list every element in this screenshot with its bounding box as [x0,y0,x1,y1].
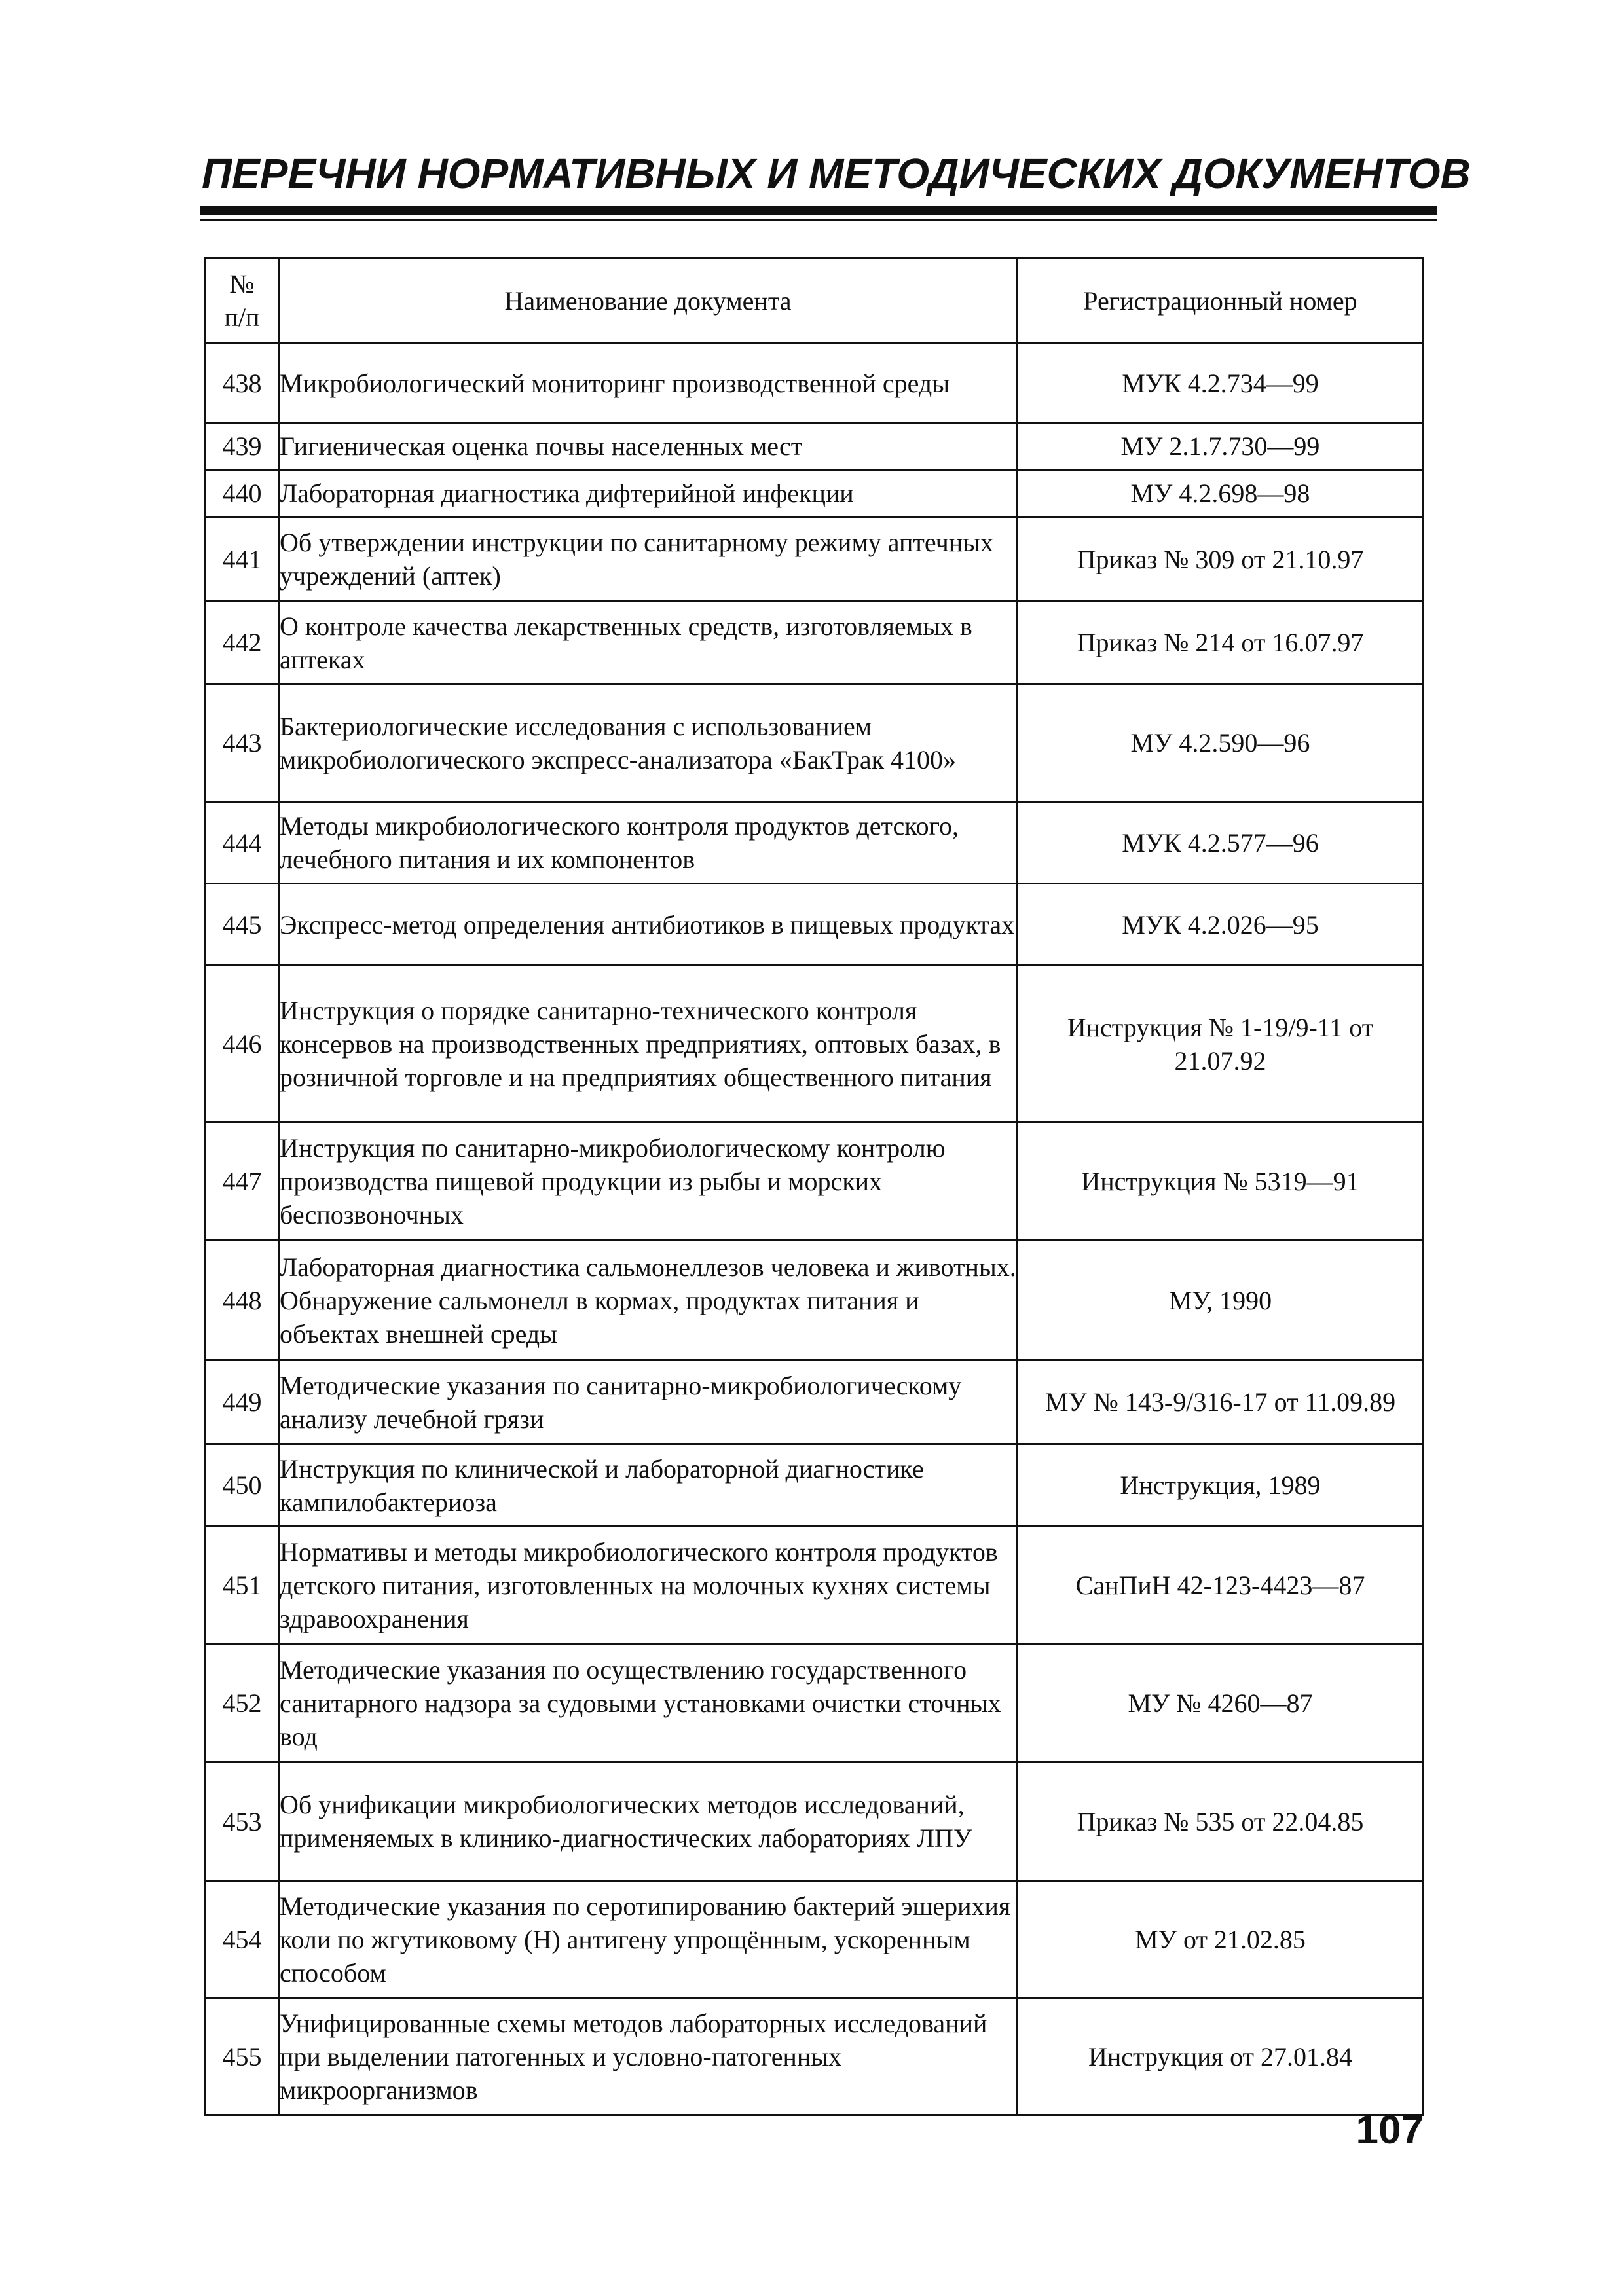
row-registration-number: МУ от 21.02.85 [1018,1881,1424,1999]
column-header-number-line2: п/п [224,302,260,332]
row-number: 452 [206,1645,279,1762]
row-registration-number: Приказ № 535 от 22.04.85 [1018,1762,1424,1881]
row-number: 440 [206,470,279,517]
row-number: 447 [206,1123,279,1241]
row-number: 454 [206,1881,279,1999]
row-number: 455 [206,1999,279,2115]
table-row [206,884,1424,966]
row-document-name: Гигиеническая оценка почвы населенных мест [279,423,1018,470]
row-document-name: Методические указания по осуществлению государственного санитарного надзора за судовыми установками очистки сточных вод [279,1645,1018,1762]
page-header-title: ПЕРЕЧНИ НОРМАТИВНЫХ И МЕТОДИЧЕСКИХ ДОКУМЕНТОВ [202,150,1471,197]
row-number: 442 [206,602,279,684]
table-row [206,602,1424,684]
row-registration-number: Инструкция от 27.01.84 [1018,1999,1424,2115]
row-registration-number: МУ 4.2.590—96 [1018,684,1424,802]
table-row [206,802,1424,884]
table-row [206,1527,1424,1645]
column-header-registration: Регистрационный номер [1018,258,1424,344]
table-row [206,1360,1424,1444]
table-row [206,344,1424,423]
table-row [206,423,1424,470]
page-number: 107 [1356,2107,1424,2153]
table-row [206,1123,1424,1241]
row-registration-number: МУ 2.1.7.730—99 [1018,423,1424,470]
table-row [206,684,1424,802]
row-number: 439 [206,423,279,470]
row-document-name: Инструкция о порядке санитарно-технического контроля консервов на производственных предприятиях, оптовых базах, в розничной торговле и на предприятиях общественного питания [279,966,1018,1123]
row-number: 438 [206,344,279,423]
column-header-number-line1: № [229,269,255,299]
row-document-name: Методические указания по санитарно-микробиологическому анализу лечебной грязи [279,1360,1018,1444]
table-row [206,1645,1424,1762]
row-number: 450 [206,1444,279,1527]
table-row [206,1444,1424,1527]
table-row [206,966,1424,1123]
row-registration-number: МУК 4.2.577—96 [1018,802,1424,884]
row-registration-number: МУК 4.2.734—99 [1018,344,1424,423]
row-document-name: Лабораторная диагностика сальмонеллезов человека и животных. Обнаружение сальмонелл в кормах, продуктах питания и объектах внешней среды [279,1241,1018,1360]
row-number: 448 [206,1241,279,1360]
row-document-name: Инструкция по клинической и лабораторной диагностике кампилобактериоза [279,1444,1018,1527]
row-registration-number: МУ № 4260—87 [1018,1645,1424,1762]
row-document-name: Об унификации микробиологических методов исследований, применяемых в клинико-диагностических лабораториях ЛПУ [279,1762,1018,1881]
row-number: 449 [206,1360,279,1444]
table-row [206,1881,1424,1999]
row-document-name: Об утверждении инструкции по санитарному режиму аптечных учреждений (аптек) [279,517,1018,602]
row-document-name: Бактериологические исследования с использованием микробиологического экспресс-анализатора «БакТрак 4100» [279,684,1018,802]
row-document-name: О контроле качества лекарственных средств, изготовляемых в аптеках [279,602,1018,684]
row-registration-number: Инструкция, 1989 [1018,1444,1424,1527]
table-header-row [206,258,1424,344]
row-registration-number: Инструкция № 1-19/9-11 от 21.07.92 [1018,966,1424,1123]
row-document-name: Методические указания по серотипированию бактерий эшерихия коли по жгутиковому (Н) антигену упрощённым, ускоренным способом [279,1881,1018,1999]
row-registration-number: Приказ № 309 от 21.10.97 [1018,517,1424,602]
header-rule-thick [200,206,1437,215]
row-registration-number: Инструкция № 5319—91 [1018,1123,1424,1241]
row-number: 445 [206,884,279,966]
table-row [206,517,1424,602]
row-document-name: Унифицированные схемы методов лабораторных исследований при выделении патогенных и условно-патогенных микроорганизмов [279,1999,1018,2115]
row-registration-number: СанПиН 42-123-4423—87 [1018,1527,1424,1645]
row-number: 444 [206,802,279,884]
row-registration-number: МУ, 1990 [1018,1241,1424,1360]
row-document-name: Лабораторная диагностика дифтерийной инфекции [279,470,1018,517]
row-number: 451 [206,1527,279,1645]
column-header-number [206,258,279,344]
table-row [206,470,1424,517]
row-number: 443 [206,684,279,802]
row-document-name: Нормативы и методы микробиологического контроля продуктов детского питания, изготовленных на молочных кухнях системы здравоохранения [279,1527,1018,1645]
header-rule-thin [200,219,1437,221]
table-row [206,1999,1424,2115]
row-number: 446 [206,966,279,1123]
row-registration-number: МУ 4.2.698—98 [1018,470,1424,517]
documents-table [204,257,1424,2116]
row-document-name: Экспресс-метод определения антибиотиков в пищевых продуктах [279,884,1018,966]
row-document-name: Микробиологический мониторинг производственной среды [279,344,1018,423]
row-document-name: Инструкция по санитарно-микробиологическому контролю производства пищевой продукции из рыбы и морских беспозвоночных [279,1123,1018,1241]
row-registration-number: Приказ № 214 от 16.07.97 [1018,602,1424,684]
row-number: 441 [206,517,279,602]
row-registration-number: МУК 4.2.026—95 [1018,884,1424,966]
row-document-name: Методы микробиологического контроля продуктов детского, лечебного питания и их компонентов [279,802,1018,884]
column-header-name: Наименование документа [279,258,1018,344]
row-number: 453 [206,1762,279,1881]
table-row [206,1762,1424,1881]
table-row [206,1241,1424,1360]
row-registration-number: МУ № 143-9/316-17 от 11.09.89 [1018,1360,1424,1444]
